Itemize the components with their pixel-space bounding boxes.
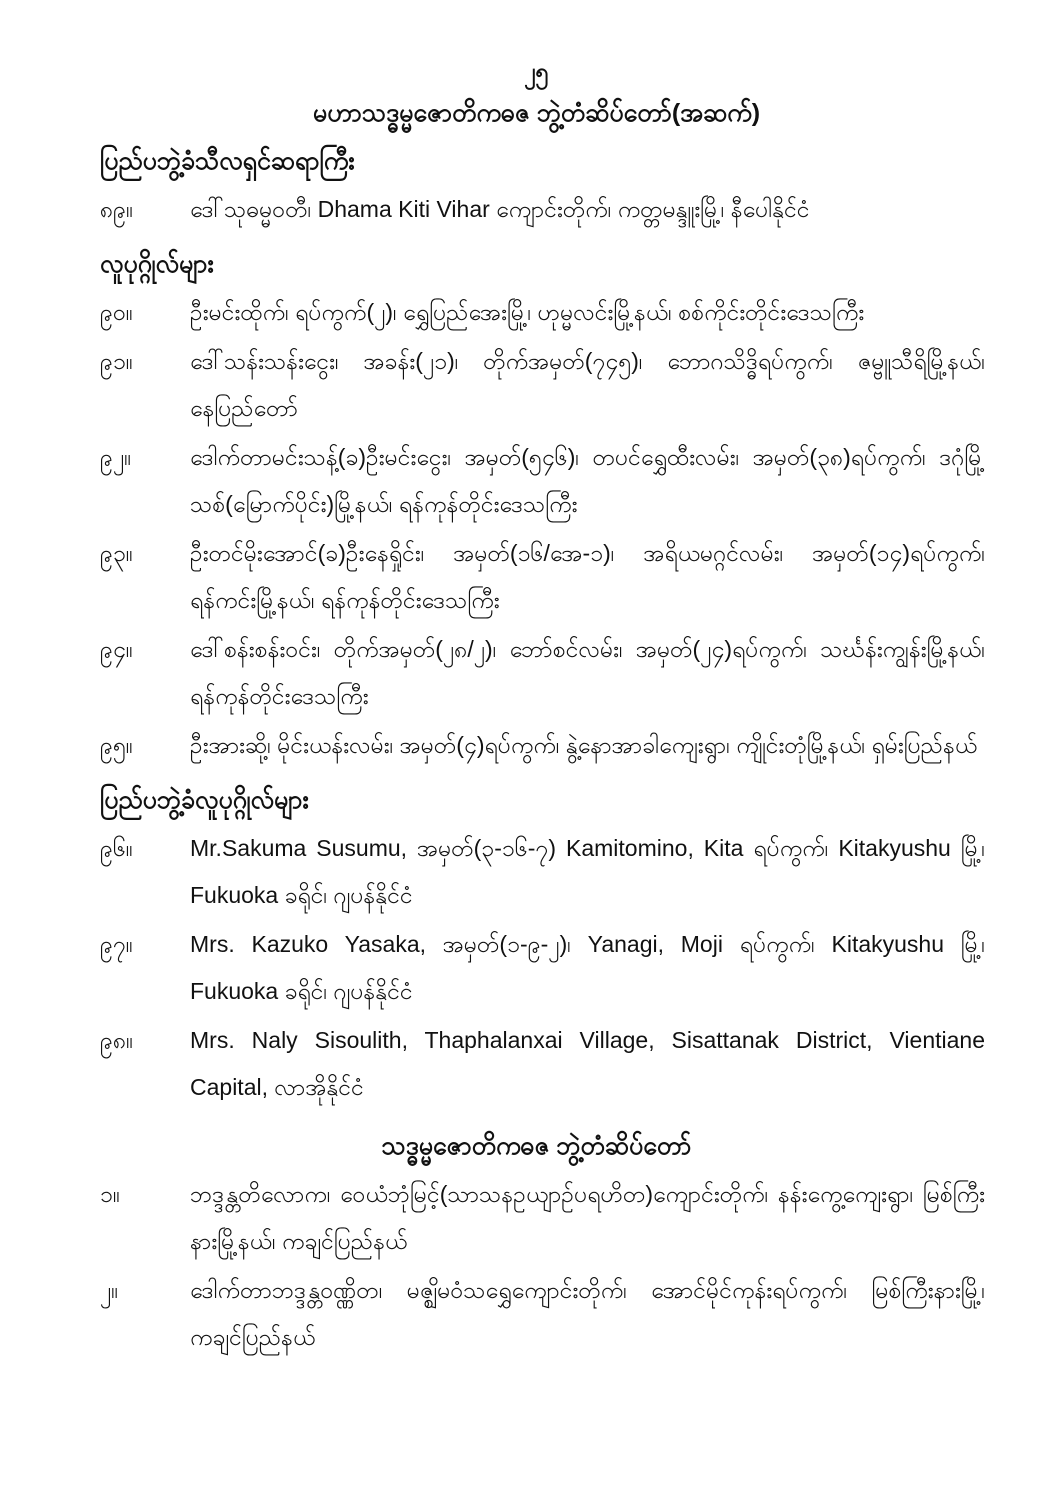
section-items-foreign-lay-persons (100, 825, 985, 1111)
list-item (100, 722, 985, 769)
item-number: ၉၀။ (100, 299, 133, 325)
section-items-foreign-nun (100, 186, 985, 233)
item-text: Mrs. Kazuko Yasaka, အမှတ်(၁-၉-၂)၊ Yanagi, Moji ရပ်ကွက်၊ Kitakyushu မြို့၊ Fukuoka ခရိုင်၊ ဂျပန်နိုင်ငံ (190, 931, 985, 1004)
list-item (100, 921, 985, 1015)
item-text: ဦးတင်မိုးအောင်(ခ)ဦးနေရှိုင်း၊ အမှတ်(၁၆/အေ-၁)၊ အရိယမဂ္ဂင်လမ်း၊ အမှတ်(၁၄)ရပ်ကွက်၊ ရန်ကင်းမြို့နယ်၊ ရန်ကုန်တိုင်းဒေသကြီး (190, 540, 985, 613)
section-heading-foreign-lay-persons: ပြည်ပဘွဲ့ခံလူပုဂ္ဂိုလ်များ (100, 786, 309, 814)
item-text: ဦးမင်းထိုက်၊ ရပ်ကွက်(၂)၊ ရွှေပြည်အေးမြို့၊ ဟုမ္မလင်းမြို့နယ်၊ စစ်ကိုင်းတိုင်းဒေသကြီး (190, 299, 865, 325)
page-number: ၂၅ (524, 58, 549, 84)
list-item (100, 1017, 985, 1111)
list-item (100, 1267, 985, 1361)
section-heading-saddhamma-jotikadhaja: သဒ္ဓမ္မဇောတိကဓဇ ဘွဲ့တံဆိပ်တော် (381, 1132, 692, 1160)
section-heading-foreign-nun: ပြည်ပဘွဲ့ခံသီလရှင်ဆရာကြီး (100, 147, 355, 175)
list-item (100, 1171, 985, 1265)
item-number: ၉၁။ (100, 348, 133, 374)
item-text: ဘဒ္ဒန္တတိလောက၊ ဝေယံဘုံမြင့်(သာသနဥယျာဉ်ပရဟိတ)ကျောင်းတိုက်၊ နန်းကွေ့ကျေးရွာ၊ မြစ်ကြီးနားမြို့နယ်၊ ကချင်ပြည်နယ် (190, 1181, 985, 1254)
item-number: ၉၅။ (100, 732, 133, 758)
section-items-saddhamma-jotikadhaja (100, 1171, 985, 1361)
item-text: Mr.Sakuma Susumu, အမှတ်(၃-၁၆-၇) Kamitomino, Kita ရပ်ကွက်၊ Kitakyushu မြို့၊ Fukuoka ခရိုင်၊ ဂျပန်နိုင်ငံ (190, 835, 985, 908)
item-number: ၈၉။ (100, 196, 134, 222)
section-items-lay-persons (100, 289, 985, 769)
item-text: ဒေါက်တာဘဒ္ဒန္တဝဏ္ဏိတ၊ မဇ္ဈိမဝံသရွှေကျောင်းတိုက်၊ အောင်မိုင်ကုန်းရပ်ကွက်၊ မြစ်ကြီးနားမြို့၊ ကချင်ပြည်နယ် (190, 1277, 985, 1350)
item-number: ၉၄။ (100, 636, 133, 662)
item-text: ဦးအားဆို့၊ မိုင်းယန်းလမ်း၊ အမှတ်(၄)ရပ်ကွက်၊ နွဲ့နောအာခါကျေးရွာ၊ ကျိုင်းတုံမြို့နယ်၊ ရှမ်းပြည်နယ် (190, 732, 978, 758)
section-heading-lay-persons: လူပုဂ္ဂိုလ်များ (100, 250, 214, 278)
item-text: ဒေါ်သန်းသန်းငွေး၊ အခန်း(၂၁)၊ တိုက်အမှတ်(၇၄၅)၊ ဘောဂသိဒ္ဓိရပ်ကွက်၊ ဇမ္ဗူသီရိမြို့နယ်၊ နေပြည်တော် (190, 348, 985, 421)
list-item (100, 626, 985, 720)
item-number: ၂။ (100, 1277, 119, 1303)
item-text: Mrs. Naly Sisoulith, Thaphalanxai Village, Sisattanak District, Vientiane Capital, လာအိုနိုင်ငံ (190, 1027, 985, 1100)
item-number: ၉၆။ (100, 835, 133, 861)
list-item (100, 186, 985, 233)
item-number: ၁။ (100, 1181, 120, 1207)
document-title: မဟာသဒ္ဓမ္မဇောတိကဓဇ ဘွဲ့တံဆိပ်တော်(အဆက်) (312, 99, 761, 127)
item-number: ၉၈။ (100, 1027, 134, 1053)
list-item (100, 289, 985, 336)
list-item (100, 338, 985, 432)
item-number: ၉၇။ (100, 931, 133, 957)
list-item (100, 434, 985, 528)
list-item (100, 530, 985, 624)
item-text: ဒေါက်တာမင်းသန့်(ခ)ဦးမင်းငွေး၊ အမှတ်(၅၄၆)၊ တပင်ရွှေထီးလမ်း၊ အမှတ်(၃၈)ရပ်ကွက်၊ ဒဂုံမြို့သစ်(မြောက်ပိုင်း)မြို့နယ်၊ ရန်ကုန်တိုင်းဒေသကြီး (190, 444, 985, 517)
item-text: ဒေါ်သုဓမ္မဝတီ၊ Dhama Kiti Vihar ကျောင်းတိုက်၊ ကတ္တမန္ဒူးမြို့၊ နီပေါနိုင်ငံ (190, 196, 810, 222)
item-number: ၉၃။ (100, 540, 133, 566)
item-number: ၉၂။ (100, 444, 132, 470)
item-text: ဒေါ်စန်းစန်းဝင်း၊ တိုက်အမှတ်(၂၈/၂)၊ ဘော်စင်လမ်း၊ အမှတ်(၂၄)ရပ်ကွက်၊ သင်္ဃန်းကျွန်းမြို့နယ်၊ ရန်ကုန်တိုင်းဒေသကြီး (190, 636, 985, 709)
list-item (100, 825, 985, 919)
